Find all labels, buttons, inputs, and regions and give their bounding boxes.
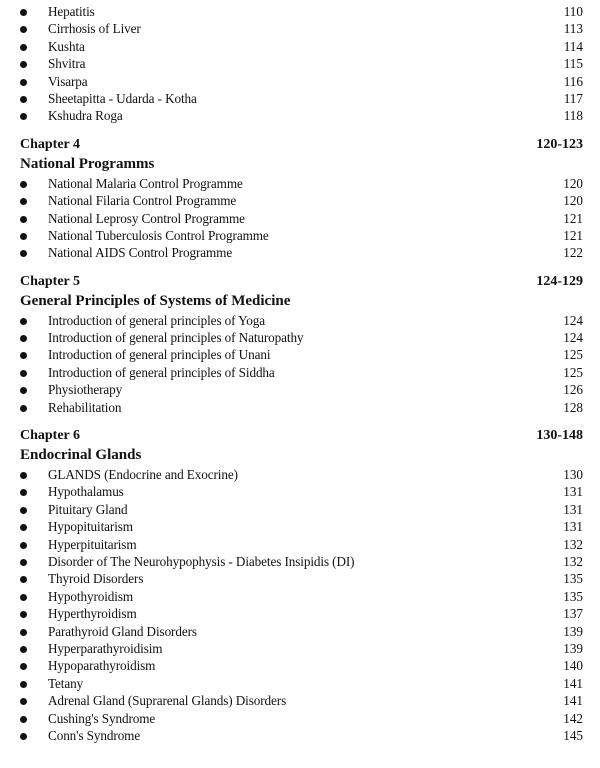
toc-entry xyxy=(0,364,600,381)
entry-page: 141 xyxy=(563,675,583,691)
entry-page: 140 xyxy=(563,658,583,674)
toc-entry xyxy=(0,107,600,124)
entry-page: 110 xyxy=(563,4,583,19)
bullet-icon xyxy=(20,387,27,394)
bullet-icon xyxy=(20,96,27,103)
toc-entry xyxy=(0,192,600,209)
entry-title: Tetany xyxy=(48,675,84,691)
toc-entry xyxy=(0,20,600,37)
entry-title: Hepatitis xyxy=(48,4,95,19)
entry-page: 139 xyxy=(563,623,583,639)
toc-entry xyxy=(0,3,600,20)
entry-title: Shvitra xyxy=(48,56,86,72)
entry-title: Pituitary Gland xyxy=(48,501,128,517)
entry-title: Hyperpituitarism xyxy=(48,536,137,552)
entry-title: Introduction of general principles of Siddha xyxy=(48,364,275,380)
entry-title: National Leprosy Control Programme xyxy=(48,210,245,226)
bullet-icon xyxy=(20,698,27,705)
entry-page: 131 xyxy=(563,519,583,535)
entry-page: 139 xyxy=(563,640,583,656)
bullet-icon xyxy=(20,318,27,325)
entry-page: 142 xyxy=(563,710,583,726)
bullet-icon xyxy=(20,352,27,359)
entry-page: 117 xyxy=(563,90,583,106)
toc-entry xyxy=(0,244,600,261)
entry-title: Hypothyroidism xyxy=(48,588,134,604)
bullet-icon xyxy=(20,507,27,514)
bullet-icon xyxy=(20,611,27,618)
toc-entry xyxy=(0,640,600,657)
bullet-icon xyxy=(20,629,27,636)
toc-entry xyxy=(0,399,600,416)
toc-entry xyxy=(0,727,600,744)
chapter-page-range: 130-148 xyxy=(536,428,583,444)
bullet-icon xyxy=(20,79,27,86)
toc-entry xyxy=(0,710,600,727)
toc-entry xyxy=(0,38,600,55)
entry-page: 125 xyxy=(563,364,583,380)
entry-title: Thyroid Disorders xyxy=(48,571,144,587)
toc-entry xyxy=(0,329,600,346)
bullet-icon xyxy=(20,370,27,377)
toc-entry xyxy=(0,483,600,500)
entry-page: 132 xyxy=(563,536,583,552)
chapter-header xyxy=(0,272,600,291)
toc-top-list xyxy=(0,0,600,125)
bullet-icon xyxy=(20,663,27,670)
entry-title: Hyperthyroidism xyxy=(48,606,137,622)
entry-title: Hypoparathyroidism xyxy=(48,658,156,674)
entry-page: 131 xyxy=(563,484,583,500)
bullet-icon xyxy=(20,646,27,653)
bullet-icon xyxy=(20,559,27,566)
chapter-label: Chapter 4 xyxy=(20,136,81,152)
entry-title: National Filaria Control Programme xyxy=(48,193,237,209)
entry-page: 121 xyxy=(563,227,583,243)
toc-entry xyxy=(0,227,600,244)
entry-title: GLANDS (Endocrine and Exocrine) xyxy=(48,467,238,483)
bullet-icon xyxy=(20,250,27,257)
entry-title: Hypopituitarism xyxy=(48,519,133,535)
entry-title: Introduction of general principles of Unani xyxy=(48,347,271,363)
entry-page: 113 xyxy=(563,21,583,37)
bullet-icon xyxy=(20,233,27,240)
entry-title: Physiotherapy xyxy=(48,382,123,398)
bullet-icon xyxy=(20,405,27,412)
bullet-icon xyxy=(20,113,27,120)
bullet-icon xyxy=(20,716,27,723)
bullet-icon xyxy=(20,524,27,531)
entry-title: National Malaria Control Programme xyxy=(48,175,243,191)
entry-title: Sheetapitta - Udarda - Kotha xyxy=(48,90,197,106)
chapter-section xyxy=(0,272,600,416)
entry-title: Kushta xyxy=(48,38,85,54)
entry-page: 135 xyxy=(563,571,583,587)
entry-title: Cirrhosis of Liver xyxy=(48,21,141,37)
bullet-icon xyxy=(20,61,27,68)
chapter-title: National Programms xyxy=(20,155,155,172)
entry-title: Conn's Syndrome xyxy=(48,727,141,743)
entry-title: Disorder of The Neurohypophysis - Diabetes Insipidis (DI) xyxy=(48,553,355,569)
entry-title: Cushing's Syndrome xyxy=(48,710,156,726)
toc-entry xyxy=(0,55,600,72)
entry-page: 125 xyxy=(563,347,583,363)
entry-page: 132 xyxy=(563,553,583,569)
entry-page: 120 xyxy=(563,175,583,191)
chapter-page-range: 120-123 xyxy=(536,136,583,152)
bullet-icon xyxy=(20,26,27,33)
chapter-title: General Principles of Systems of Medicine xyxy=(20,292,291,309)
bullet-icon xyxy=(20,542,27,549)
entry-page: 141 xyxy=(563,693,583,709)
toc-entry xyxy=(0,536,600,553)
entry-page: 126 xyxy=(563,382,583,398)
entry-title: Parathyroid Gland Disorders xyxy=(48,623,197,639)
toc-entry xyxy=(0,518,600,535)
bullet-icon xyxy=(20,335,27,342)
chapter-label: Chapter 6 xyxy=(20,428,81,444)
entry-page: 128 xyxy=(563,399,583,415)
entry-page: 135 xyxy=(563,588,583,604)
entry-page: 130 xyxy=(563,467,583,483)
entry-page: 137 xyxy=(563,606,583,622)
chapter-section xyxy=(0,426,600,744)
bullet-icon xyxy=(20,198,27,205)
bullet-icon xyxy=(20,216,27,223)
bullet-icon xyxy=(20,681,27,688)
toc-entry xyxy=(0,210,600,227)
entry-title: National AIDS Control Programme xyxy=(48,245,233,261)
toc-entry xyxy=(0,605,600,622)
toc-entry xyxy=(0,73,600,90)
toc-entry xyxy=(0,692,600,709)
entry-title: Introduction of general principles of Naturopathy xyxy=(48,330,304,346)
bullet-icon xyxy=(20,733,27,740)
chapter-title: Endocrinal Glands xyxy=(20,447,142,464)
entry-page: 115 xyxy=(563,56,583,72)
toc-entry xyxy=(0,675,600,692)
entry-page: 124 xyxy=(563,312,583,328)
toc-entry xyxy=(0,90,600,107)
bullet-icon xyxy=(20,576,27,583)
toc-entry xyxy=(0,312,600,329)
toc-entry xyxy=(0,466,600,483)
entry-page: 116 xyxy=(563,73,583,89)
bullet-icon xyxy=(20,44,27,51)
entry-page: 114 xyxy=(563,38,583,54)
chapter-section xyxy=(0,135,600,262)
entry-title: Kshudra Roga xyxy=(48,108,123,124)
entry-page: 120 xyxy=(563,193,583,209)
entry-page: 122 xyxy=(563,245,583,261)
entry-title: Visarpa xyxy=(48,73,88,89)
chapter-header xyxy=(0,135,600,154)
entry-page: 124 xyxy=(563,330,583,346)
entry-page: 131 xyxy=(563,501,583,517)
bullet-icon xyxy=(20,9,27,16)
toc-entry xyxy=(0,570,600,587)
entry-title: Hyperparathyroidisim xyxy=(48,640,163,656)
bullet-icon xyxy=(20,594,27,601)
toc-entry xyxy=(0,553,600,570)
bullet-icon xyxy=(20,181,27,188)
entry-title: Adrenal Gland (Suprarenal Glands) Disorders xyxy=(48,693,287,709)
toc-entry xyxy=(0,657,600,674)
entry-title: Rehabilitation xyxy=(48,399,122,415)
entry-page: 145 xyxy=(563,727,583,743)
entry-page: 121 xyxy=(563,210,583,226)
chapter-page-range: 124-129 xyxy=(536,273,583,289)
bullet-icon xyxy=(20,472,27,479)
entry-page: 118 xyxy=(563,108,583,124)
toc-entry xyxy=(0,346,600,363)
toc-entry xyxy=(0,623,600,640)
entry-title: National Tuberculosis Control Programme xyxy=(48,227,269,243)
toc-entry xyxy=(0,175,600,192)
toc-entry xyxy=(0,381,600,398)
entry-title: Introduction of general principles of Yoga xyxy=(48,312,266,328)
chapter-label: Chapter 5 xyxy=(20,273,81,289)
bullet-icon xyxy=(20,489,27,496)
entry-title: Hypothalamus xyxy=(48,484,124,500)
toc-entry xyxy=(0,501,600,518)
toc-entry xyxy=(0,588,600,605)
chapter-header xyxy=(0,426,600,445)
